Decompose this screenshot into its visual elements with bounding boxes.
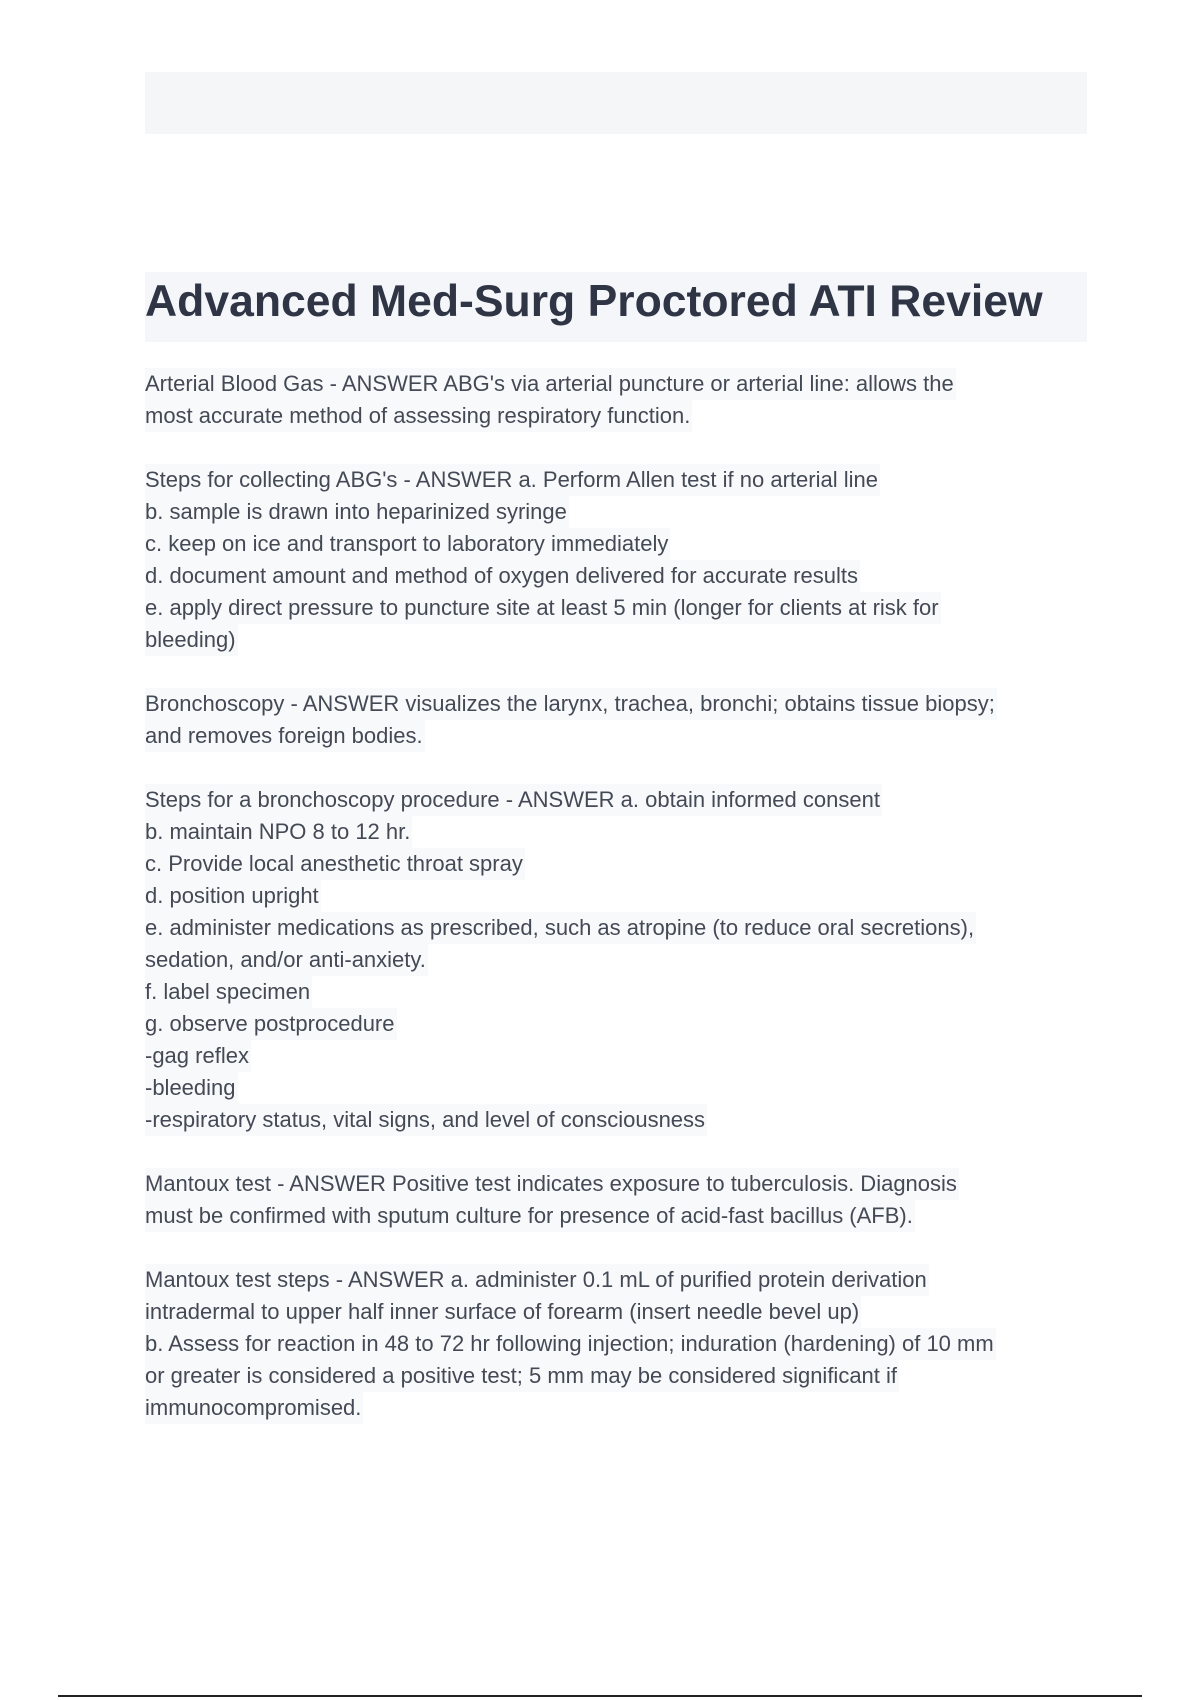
header-band	[145, 72, 1087, 134]
text-line: Steps for a bronchoscopy procedure - ANSWER a. obtain informed consent	[145, 784, 882, 816]
qa-entry-bronchoscopy	[145, 688, 1095, 752]
text-line: c. Provide local anesthetic throat spray	[145, 848, 525, 880]
text-line: intradermal to upper half inner surface of forearm (insert needle bevel up)	[145, 1296, 861, 1328]
text-line: e. apply direct pressure to puncture site at least 5 min (longer for clients at risk for	[145, 592, 941, 624]
text-line: Bronchoscopy - ANSWER visualizes the larynx, trachea, bronchi; obtains tissue biopsy;	[145, 688, 997, 720]
qa-entry-mantoux-test	[145, 1168, 1095, 1232]
text-line: most accurate method of assessing respiratory function.	[145, 400, 692, 432]
text-line: Mantoux test steps - ANSWER a. administer 0.1 mL of purified protein derivation	[145, 1264, 929, 1296]
text-line: or greater is considered a positive test; 5 mm may be considered significant if	[145, 1360, 899, 1392]
text-line: Mantoux test - ANSWER Positive test indicates exposure to tuberculosis. Diagnosis	[145, 1168, 959, 1200]
qa-entry-arterial-blood-gas	[145, 368, 1095, 432]
text-line: g. observe postprocedure	[145, 1008, 397, 1040]
document-body	[145, 368, 1095, 1456]
text-line: b. sample is drawn into heparinized syringe	[145, 496, 569, 528]
text-line: sedation, and/or anti-anxiety.	[145, 944, 428, 976]
text-line: e. administer medications as prescribed, such as atropine (to reduce oral secretions),	[145, 912, 976, 944]
text-line: must be confirmed with sputum culture for presence of acid-fast bacillus (AFB).	[145, 1200, 915, 1232]
qa-entry-abg-steps	[145, 464, 1095, 656]
text-line: -bleeding	[145, 1072, 238, 1104]
text-line: bleeding)	[145, 624, 238, 656]
qa-entry-bronchoscopy-steps	[145, 784, 1095, 1136]
text-line: d. position upright	[145, 880, 321, 912]
text-line: Arterial Blood Gas - ANSWER ABG's via arterial puncture or arterial line: allows the	[145, 368, 956, 400]
document-title: Advanced Med-Surg Proctored ATI Review	[145, 277, 1043, 326]
text-line: b. maintain NPO 8 to 12 hr.	[145, 816, 412, 848]
qa-entry-mantoux-steps	[145, 1264, 1095, 1424]
text-line: c. keep on ice and transport to laboratory immediately	[145, 528, 670, 560]
text-line: immunocompromised.	[145, 1392, 363, 1424]
text-line: f. label specimen	[145, 976, 312, 1008]
text-line: -gag reflex	[145, 1040, 251, 1072]
text-line: d. document amount and method of oxygen delivered for accurate results	[145, 560, 860, 592]
page-bottom-rule	[58, 1695, 1142, 1697]
text-line: b. Assess for reaction in 48 to 72 hr following injection; induration (hardening) of 10 mm	[145, 1328, 996, 1360]
text-line: Steps for collecting ABG's - ANSWER a. Perform Allen test if no arterial line	[145, 464, 880, 496]
text-line: and removes foreign bodies.	[145, 720, 425, 752]
text-line: -respiratory status, vital signs, and level of consciousness	[145, 1104, 707, 1136]
